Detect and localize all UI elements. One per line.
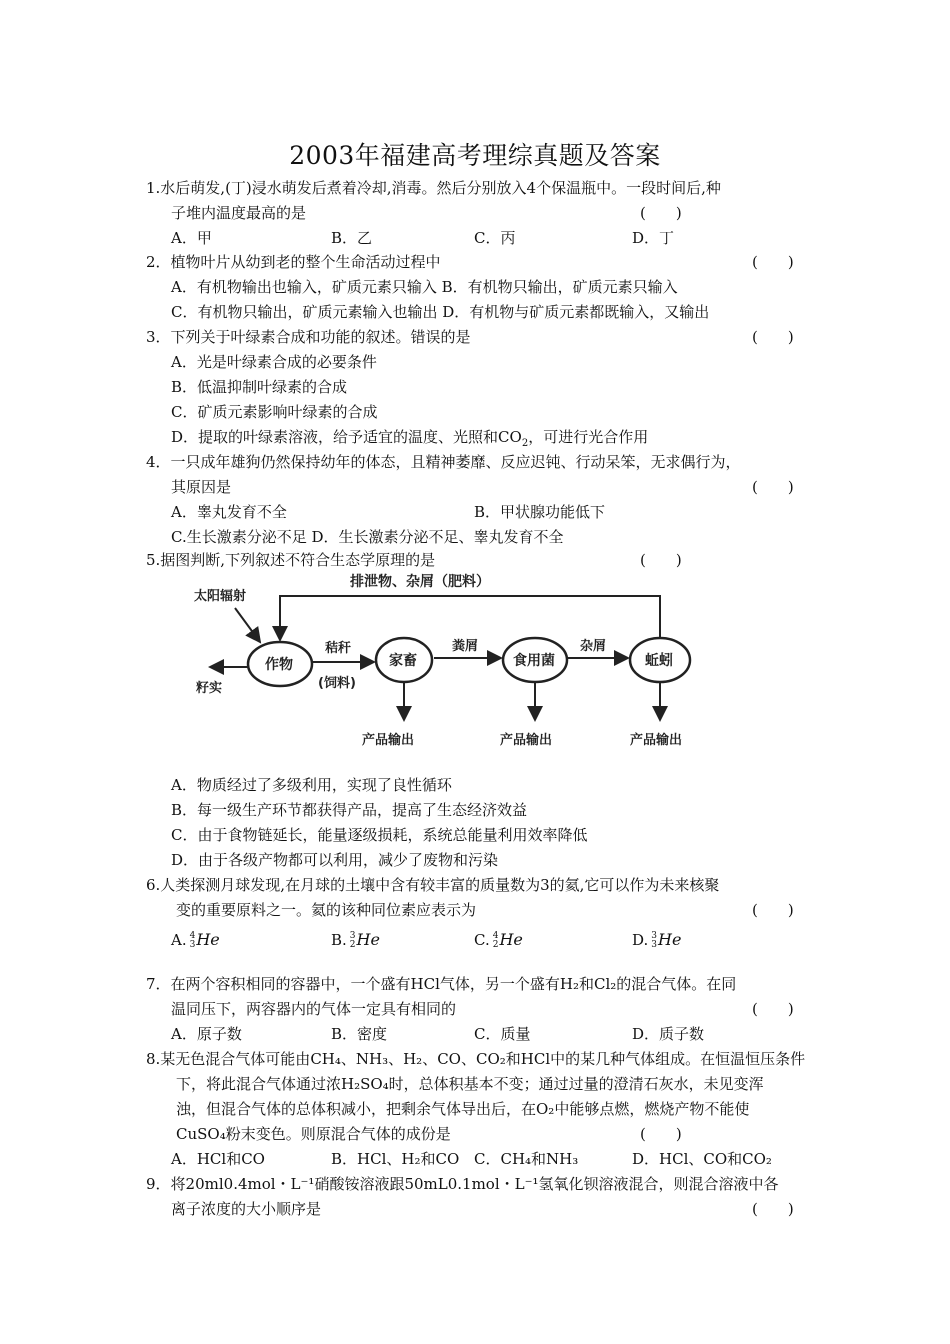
q7-option-d: D．质子数 [632,1025,705,1043]
page-title: 2003年福建高考理综真题及答案 [289,141,661,170]
label-fodder: (饲料) [318,676,356,691]
q2-answer-blank: ( ) [752,253,794,271]
q9-stem-cont: 离子浓度的大小顺序是 [171,1200,322,1218]
q9-stem: 9．将20ml0.4mol・L⁻¹硝酸铵溶液跟50mL0.1mol・L⁻¹氢氧化钡溶液混合，则混合溶液中各 [146,1175,779,1193]
q7-stem: 7．在两个容积相同的容器中，一个盛有HCl气体，另一个盛有H₂和Cl₂的混合气体。在同 [146,975,737,993]
label-residue: 杂屑 [580,639,607,654]
q4-option-a: A．睾丸发育不全 [171,503,287,521]
q3-option-b: B．低温抑制叶绿素的合成 [171,378,348,396]
q5-option-c: C．由于食物链延长，能量逐级损耗，系统总能量利用效率降低 [171,826,588,844]
q1-option-c: C．丙 [474,229,516,247]
q3-option-a: A．光是叶绿素合成的必要条件 [171,353,377,371]
q7-option-b: B．密度 [331,1025,388,1043]
q6-stem-cont: 变的重要原料之一。氦的该种同位素应表示为 [176,901,477,919]
q8-stem-cont-1: 下，将此混合气体通过浓H₂SO₄时，总体积基本不变；通过过量的澄清石灰水，未见变浑 [176,1075,764,1093]
q5-answer-blank: ( ) [640,551,682,569]
q8-answer-blank: ( ) [640,1125,682,1143]
label-fertilizer: 排泄物、杂屑（肥料） [350,574,490,590]
q5-option-d: D．由于各级产物都可以利用，减少了废物和污染 [171,851,499,869]
q4-stem-cont: 其原因是 [171,478,232,496]
q1-option-d: D．丁 [632,229,675,247]
q1-option-a: A．甲 [171,229,212,247]
label-output-1: 产品输出 [362,733,415,748]
q6-option-a: A. 4 3He [171,930,220,950]
q8-option-d: D．HCl、CO和CO₂ [632,1150,772,1168]
label-livestock: 家畜 [389,653,417,669]
q5-stem: 5.据图判断,下列叙述不符合生态学原理的是 [146,551,436,569]
q4-option-b: B．甲状腺功能低下 [474,503,606,521]
q1-answer-blank: ( ) [640,204,682,222]
q4-answer-blank: ( ) [752,478,794,496]
label-worm: 蚯蚓 [645,653,673,669]
q1-stem-cont: 子堆内温度最高的是 [171,204,307,222]
q8-stem-cont-3: CuSO₄粉末变色。则原混合气体的成份是 [176,1125,451,1143]
q1-option-b: B．乙 [331,229,373,247]
q8-option-a: A．HCl和CO [171,1150,265,1168]
q6-option-b: B. 3 2He [331,930,380,950]
label-straw: 秸秆 [325,641,352,656]
label-output-2: 产品输出 [500,733,553,748]
sun-arrow [235,608,260,642]
q1-stem: 1.水后萌发,(丁)浸水萌发后煮着冷却,消毒。然后分别放入4个保温瓶中。一段时间后,种 [146,179,721,197]
q2-options-ab: A．有机物输出也输入，矿质元素只输入 B．有机物只输出，矿质元素只输入 [171,278,678,296]
label-manure: 粪屑 [452,639,479,654]
label-seed: 籽实 [196,681,223,696]
q4-stem: 4．一只成年雄狗仍然保持幼年的体态，且精神萎靡、反应迟钝、行动呆笨，无求偶行为， [146,453,741,471]
q6-option-c: C. 4 2He [474,930,523,950]
feedback-arrow [280,596,660,640]
label-crop: 作物 [265,657,293,673]
q8-stem: 8.某无色混合气体可能由CH₄、NH₃、H₂、CO、CO₂和HCl中的某几种气体组成。在恒温恒压条件 [146,1050,806,1068]
q4-options-cd: C.生长激素分泌不足 D．生长激素分泌不足、睾丸发育不全 [171,528,564,546]
q3-option-d: D．提取的叶绿素溶液，给予适宜的温度、光照和$CO_2$，可进行光合作用 [171,428,649,449]
q5-option-a: A．物质经过了多级利用，实现了良性循环 [171,776,452,794]
q3-answer-blank: ( ) [752,328,794,346]
ecosystem-flow-diagram [190,572,730,762]
q6-option-d: D. 3 3He [632,930,682,950]
q8-option-b: B．HCl、H₂和CO [331,1150,460,1168]
q5-option-b: B．每一级生产环节都获得产品，提高了生态经济效益 [171,801,528,819]
q8-stem-cont-2: 浊，但混合气体的总体积减小，把剩余气体导出后，在O₂中能够点燃，燃烧产物不能使 [176,1100,750,1118]
q8-option-c: C．CH₄和NH₃ [474,1150,579,1168]
q3-stem: 3．下列关于叶绿素合成和功能的叙述。错误的是 [146,328,471,346]
q7-stem-cont: 温同压下，两容器内的气体一定具有相同的 [171,1000,457,1018]
q2-options-cd: C．有机物只输出，矿质元素输入也输出 D．有机物与矿质元素都既输入，又输出 [171,303,710,321]
q2-stem: 2．植物叶片从幼到老的整个生命活动过程中 [146,253,441,271]
label-output-3: 产品输出 [630,733,683,748]
q7-option-c: C．质量 [474,1025,531,1043]
q7-answer-blank: ( ) [752,1000,794,1018]
q6-stem: 6.人类探测月球发现,在月球的土壤中含有较丰富的质量数为3的氦,它可以作为未来核聚 [146,876,720,894]
q3-option-c: C．矿质元素影响叶绿素的合成 [171,403,378,421]
q7-option-a: A．原子数 [171,1025,242,1043]
q9-answer-blank: ( ) [752,1200,794,1218]
label-fungus: 食用菌 [513,653,555,669]
q6-answer-blank: ( ) [752,901,794,919]
label-sun: 太阳辐射 [194,589,247,604]
